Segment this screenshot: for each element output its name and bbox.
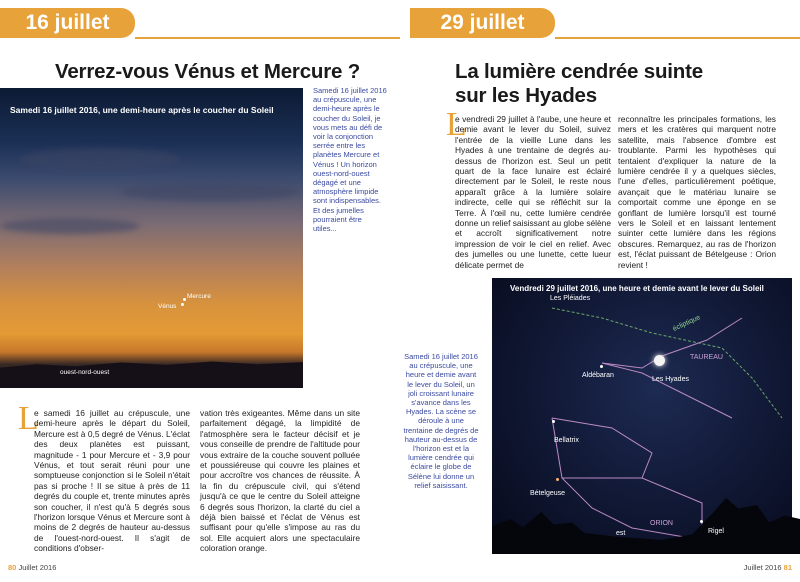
sidebar-text-right: Samedi 16 juillet 2016 au crépuscule, une heure et demie avant le lever du Soleil, un joli croissant lunaire s'avance dans les Hyades. La scène se déroule à une trentaine de degrés de hauteur au-dessus de l'horizon est et la lumière cendrée qui éclaire le globe de Sélène lui donne un relief saisissant. bbox=[403, 352, 479, 490]
label-aldebaran: Aldébaran bbox=[582, 372, 614, 379]
label-pleiades: Les Pléiades bbox=[550, 295, 591, 302]
star-rigel bbox=[700, 520, 703, 523]
footer-right bbox=[744, 563, 792, 572]
moon-icon bbox=[654, 355, 665, 366]
body-column-2-right: reconnaître les principales formations, les mers et les cratères qui marquent notre satellite, mais l'absence d'ombre est troublante. Parmi les hypothèses qui tentaient d'expliquer la nature de la lumière cendrée il y a quelques siècles, l'une d'elles, particulièrement poétique, avançait que le matériau lunaire se comportait comme une éponge en se gonflant de lumière lorsqu'il est tourné vers le Soleil et en laissant lentement suinter cette lumière dans les régions obscures. Remarquez, au ras de l'horizon est, l'éclat puissant de Bételgeuse : Orion revient ! bbox=[618, 114, 776, 270]
star-betelgeuse bbox=[556, 478, 559, 481]
article-title-left: Verrez-vous Vénus et Mercure ? bbox=[55, 60, 361, 83]
mercury-dot bbox=[183, 298, 186, 301]
label-betelgeuse: Bételgeuse bbox=[530, 490, 566, 497]
label-orion: ORION bbox=[650, 520, 673, 527]
label-direction: ouest-nord-ouest bbox=[60, 369, 110, 376]
starfield-photo bbox=[492, 278, 792, 554]
footer-issue-right: Juillet 2016 bbox=[743, 563, 782, 572]
photo-caption-right: Vendredi 29 juillet 2016, une heure et demie avant le lever du Soleil bbox=[510, 284, 764, 293]
page-number-right: 81 bbox=[783, 563, 792, 572]
star-aldebaran bbox=[600, 365, 603, 368]
photo-caption-left: Samedi 16 juillet 2016, une demi-heure après le coucher du Soleil bbox=[10, 105, 274, 115]
sunset-photo bbox=[0, 88, 303, 388]
body-column-1-left: e samedi 16 juillet au crépuscule, une demi-heure après le départ du Soleil, Mercure est à 0,5 degré de Vénus. L'éclat des deux planètes est puissant, magnitude - 1 pour Mercure et - 3,9 pour Vénus, et tout serait réuni pour une somptueuse conjonction si le Soleil n'était pas si proche ! Il se situe à près de 11 degrés du couple et, trente minutes après son coucher, il n'est qu'à 5 degrés sous l'horizon lorsque Vénus et Mercure sont à moins de 2 degrés de hauteur au-dessus de l'ouest-nord-ouest. Il s'agit de conditions d'obser- bbox=[34, 408, 190, 554]
label-hyades: Les Hyades bbox=[652, 376, 689, 383]
date-tab-left: 16 juillet bbox=[0, 8, 135, 38]
star-bellatrix bbox=[552, 420, 555, 423]
body-column-2-left: vation très exigeantes. Même dans un site parfaitement dégagé, la limpidité de l'atmosphère sera le facteur décisif et je vous conseille de prendre de l'altitude pour vous extraire de la couche souvent polluée et poussiéreuse qui couvre les plaines et pour accroître vos chances de réussite. À la fin du crépuscule civil, qui s'étend jusqu'à ce que le centre du Soleil atteigne 6 degrés sous l'horizon, la clarté du ciel a déjà bien baissé et l'éclat de Vénus est suffisant pour qu'elle s'impose au ras du sol. Elle acquiert alors une spectaculaire coloration orange. bbox=[200, 408, 360, 554]
sidebar-text-left: Samedi 16 juillet 2016 au crépuscule, une demi-heure après le coucher du Soleil, je vous mets au défi de voir la conjonction serrée entre les planètes Mercure et Vénus ! Un horizon ouest-nord-ouest dégagé et une atmosphère limpide sont indispensables. Et des jumelles pourraient être utiles... bbox=[313, 86, 387, 234]
drop-cap-left: L bbox=[18, 400, 39, 437]
page-number-left: 80 bbox=[8, 563, 17, 572]
label-bellatrix: Bellatrix bbox=[554, 437, 579, 444]
cloud-shape bbox=[0, 218, 140, 234]
drop-cap-right: L bbox=[446, 106, 467, 143]
cloud-shape bbox=[20, 148, 180, 170]
horizon-hills bbox=[0, 354, 303, 388]
label-taureau: TAUREAU bbox=[690, 354, 723, 361]
date-tab-right: 29 juillet bbox=[410, 8, 555, 38]
label-mercure: Mercure bbox=[187, 293, 211, 300]
footer-issue-left: Juillet 2016 bbox=[18, 563, 57, 572]
footer-left bbox=[8, 563, 56, 572]
title-line-2: sur les Hyades bbox=[455, 84, 597, 107]
label-est: est bbox=[616, 530, 626, 537]
tab-rule-right bbox=[555, 37, 800, 39]
title-line-1: La lumière cendrée suinte bbox=[455, 60, 703, 83]
body-column-1-right: e vendredi 29 juillet à l'aube, une heure et demie avant le lever du Soleil, suivez l'entrée de la vieille Lune dans les Hyades à une trentaine de degrés au-dessus de l'horizon est. Seul un petit quart de la face lunaire est éclairé directement par le Soleil, le reste nous apparaît grâce à la lumière solaire indirecte, celle qui se réfléchit sur la Terre. À l'œil nu, cette lumière cendrée donne un relief saisissant au globe sélène et accroît significativement notre impression de voir le ciel en relief. Avec des jumelles ou une lunette, cette lueur délicate permet de bbox=[455, 114, 611, 270]
venus-dot bbox=[181, 303, 184, 306]
label-rigel: Rigel bbox=[708, 528, 724, 535]
cloud-shape bbox=[120, 183, 300, 201]
label-venus: Vénus bbox=[158, 303, 177, 310]
article-title-right bbox=[455, 60, 795, 108]
label-ecliptique: écliptique bbox=[671, 314, 702, 333]
tab-rule-left bbox=[135, 37, 400, 39]
